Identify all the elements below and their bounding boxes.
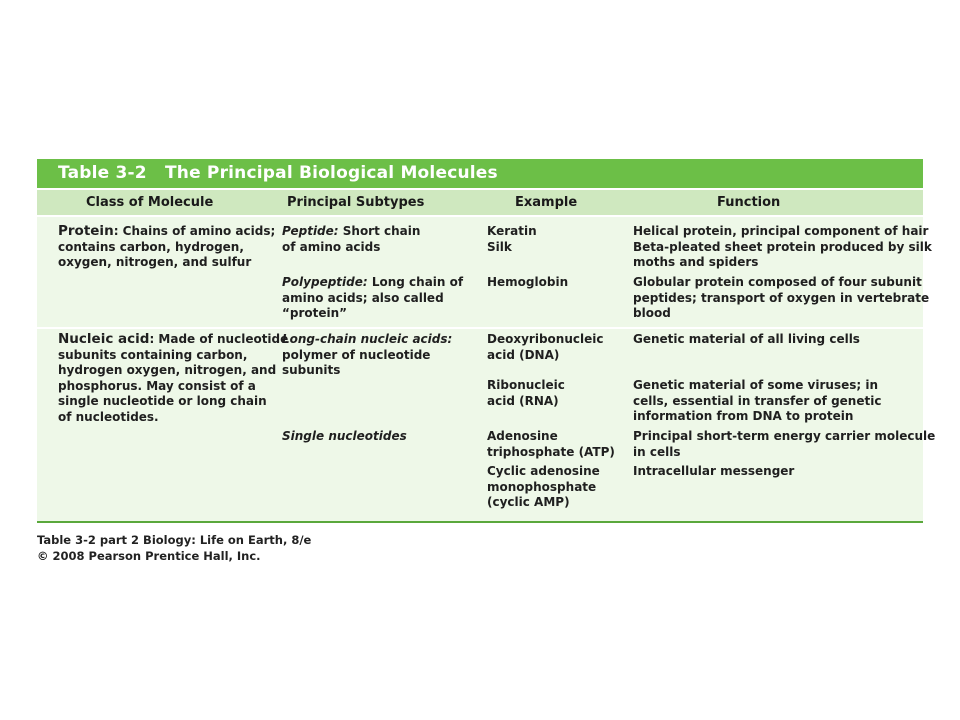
example-silk: Silk: [487, 239, 512, 254]
function-line: Globular protein composed of four subunit: [633, 275, 922, 289]
function-line: cells, essential in transfer of genetic: [633, 393, 882, 408]
table-body: [37, 217, 936, 521]
single-nucleotides-label: Single nucleotides: [282, 429, 407, 443]
function-line: Principal short-term energy carrier molecule: [633, 429, 936, 443]
example-line: monophosphate: [487, 479, 597, 494]
function-line: blood: [633, 306, 671, 320]
peptide-function-cell: [633, 224, 932, 271]
example-line: acid (DNA): [487, 347, 560, 362]
polypeptide-subtype-cell: [282, 275, 463, 322]
caption-line-source: Table 3-2 part 2 Biology: Life on Earth, 8/e: [37, 533, 312, 547]
example-line: Deoxyribonucleic: [487, 332, 604, 346]
nucleic-class-cell: [58, 332, 288, 425]
atp-function-cell: [633, 429, 935, 460]
nucleic-class-desc-line: subunits containing carbon,: [58, 347, 248, 362]
example-line: Cyclic adenosine: [487, 464, 600, 478]
column-header-subtypes: Principal Subtypes: [287, 195, 425, 210]
camp-example-cell: [487, 464, 600, 511]
function-line: peptides; transport of oxygen in vertebrate: [633, 290, 930, 305]
row-divider: [37, 327, 923, 329]
function-line: Genetic material of all living cells: [633, 332, 860, 346]
function-line: in cells: [633, 444, 681, 459]
longchain-desc-line: subunits: [282, 363, 341, 377]
peptide-subtype-cell: [282, 224, 420, 255]
example-keratin: Keratin: [487, 224, 537, 238]
polypeptide-desc-line: Long chain of: [367, 275, 464, 289]
figure-caption: [37, 532, 311, 564]
camp-function-cell: [633, 464, 794, 480]
function-line: moths and spiders: [633, 255, 759, 269]
example-line: (cyclic AMP): [487, 495, 570, 509]
longchain-label: Long-chain nucleic acids:: [282, 332, 453, 346]
column-header-example: Example: [515, 195, 578, 210]
function-line: Beta-pleated sheet protein produced by silk: [633, 239, 932, 254]
polypeptide-label: Polypeptide:: [282, 275, 368, 289]
peptide-label: Peptide:: [282, 224, 339, 238]
table-bottom-rule: [37, 521, 923, 523]
biological-molecules-table: [37, 159, 936, 523]
polypeptide-desc-line: “protein”: [282, 306, 348, 320]
protein-class-desc-line: oxygen, nitrogen, and sulfur: [58, 255, 252, 269]
protein-class-cell: [58, 224, 275, 271]
nucleic-class-desc-line: of nucleotides.: [58, 409, 159, 424]
polypeptide-example-cell: [487, 275, 568, 291]
peptide-examples-cell: [487, 224, 537, 255]
dna-example-cell: [487, 332, 603, 363]
table-title-bar: [37, 159, 923, 188]
function-line: information from DNA to protein: [633, 409, 854, 423]
atp-example-cell: [487, 429, 615, 460]
column-header-row: [37, 190, 923, 215]
nucleic-class-desc-line: hydrogen oxygen, nitrogen, and: [58, 363, 277, 377]
longchain-desc-line: polymer of nucleotide: [282, 347, 431, 362]
peptide-desc-line: of amino acids: [282, 239, 381, 254]
column-header-function: Function: [717, 195, 781, 210]
table-title: The Principal Biological Molecules: [164, 163, 498, 183]
example-line: triphosphate (ATP): [487, 444, 615, 459]
nucleic-class-desc-line: : Made of nucleotide: [149, 332, 289, 346]
peptide-desc-line: Short chain: [338, 224, 421, 238]
table-label: Table 3-2: [58, 163, 147, 183]
example-line: Ribonucleic: [487, 378, 565, 392]
example-line: Adenosine: [487, 429, 558, 443]
single-nucleotides-cell: [282, 429, 407, 445]
function-line: Genetic material of some viruses; in: [633, 378, 879, 392]
nucleic-class-desc-line: phosphorus. May consist of a: [58, 378, 256, 393]
column-header-class: Class of Molecule: [86, 195, 214, 210]
protein-class-desc-line: contains carbon, hydrogen,: [58, 239, 244, 254]
example-line: acid (RNA): [487, 393, 559, 408]
dna-function-cell: [633, 332, 860, 348]
polypeptide-desc-line: amino acids; also called: [282, 290, 444, 305]
rna-example-cell: [487, 378, 565, 409]
caption-line-copyright: © 2008 Pearson Prentice Hall, Inc.: [37, 549, 261, 563]
rna-function-cell: [633, 378, 881, 425]
nucleic-class-desc-line: single nucleotide or long chain: [58, 394, 267, 408]
example-hemoglobin: Hemoglobin: [487, 275, 569, 289]
protein-class-desc-line: : Chains of amino acids;: [113, 224, 276, 238]
longchain-subtype-cell: [282, 332, 452, 379]
nucleic-class-name: Nucleic acid: [58, 331, 150, 347]
function-line: Intracellular messenger: [633, 464, 795, 478]
function-line: Helical protein, principal component of hair: [633, 224, 929, 238]
protein-class-name: Protein: [58, 223, 114, 239]
polypeptide-function-cell: [633, 275, 929, 322]
